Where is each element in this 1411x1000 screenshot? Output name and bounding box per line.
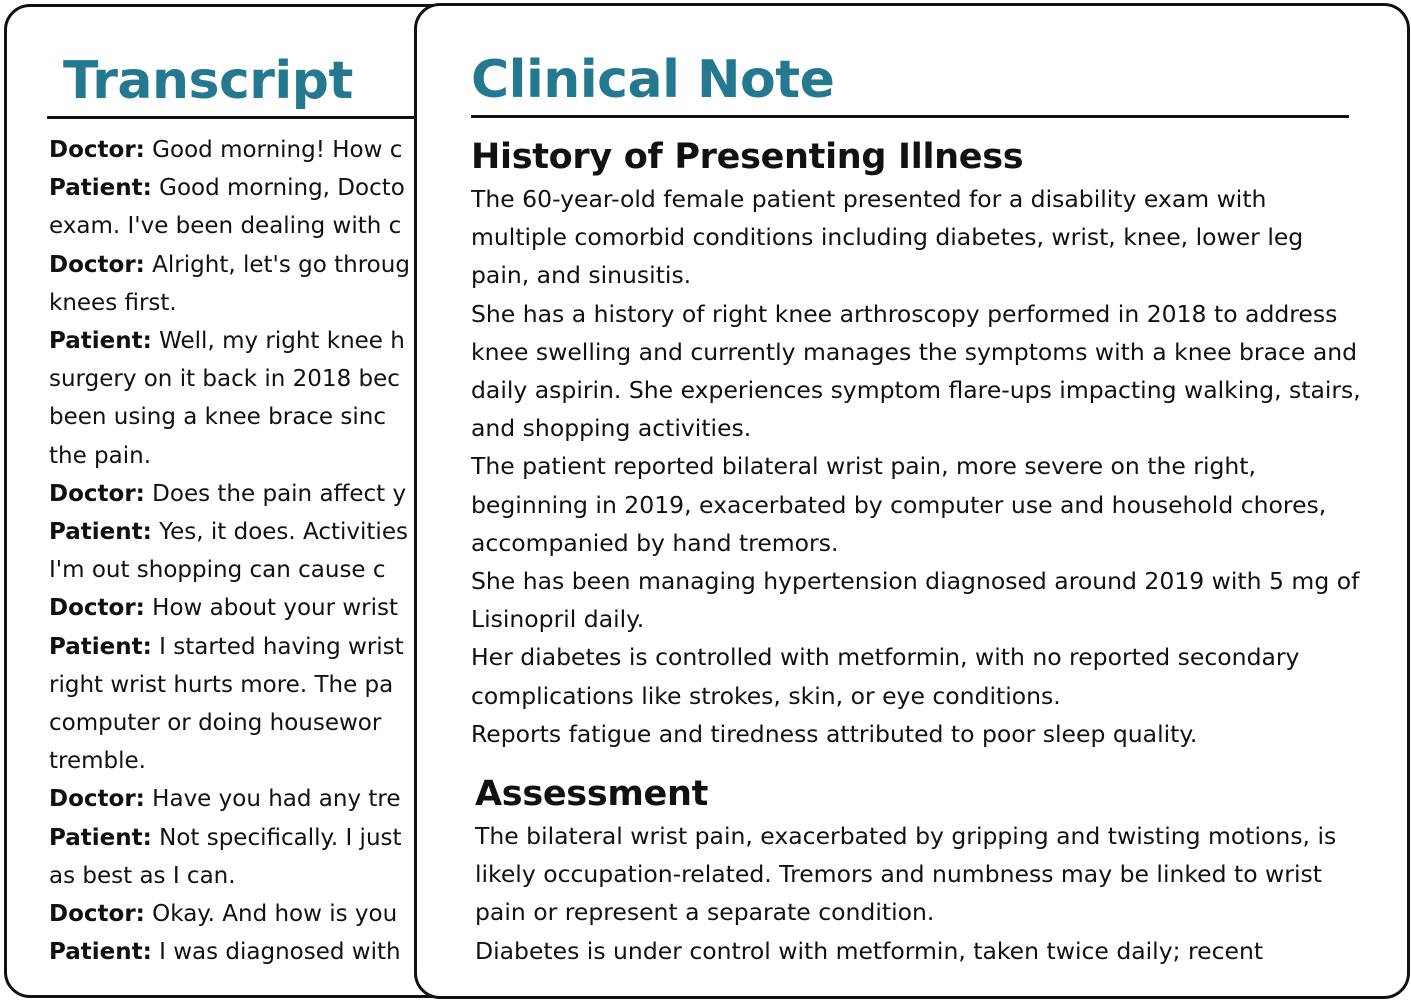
transcript-speaker: Doctor: — [49, 480, 145, 507]
hpi-paragraph: She has been managing hypertension diagnosed around 2019 with 5 mg of Lisinopril daily. — [471, 567, 1360, 634]
transcript-text: I was diagnosed with — [151, 939, 401, 966]
transcript-text: Yes, it does. Activities — [151, 519, 408, 546]
clinical-note-title-divider — [471, 115, 1349, 118]
transcript-text: as best as I can. — [49, 862, 236, 889]
hpi-body — [471, 180, 1361, 753]
transcript-text: computer or doing housewor — [49, 710, 382, 737]
transcript-speaker: Patient: — [49, 519, 152, 546]
transcript-text: Have you had any tre — [144, 786, 401, 813]
transcript-speaker: Patient: — [49, 633, 152, 660]
transcript-text: Well, my right knee h — [151, 328, 405, 355]
transcript-text: surgery on it back in 2018 bec — [49, 366, 400, 393]
transcript-speaker: Doctor: — [49, 251, 145, 278]
transcript-text: right wrist hurts more. The pa — [49, 671, 394, 698]
hpi-paragraph: Reports fatigue and tiredness attributed to poor sleep quality. — [471, 719, 1198, 748]
transcript-text: knees first. — [49, 289, 177, 316]
clinical-note-title: Clinical Note — [471, 50, 835, 110]
transcript-text: I started having wrist — [151, 633, 404, 660]
hpi-paragraph: She has a history of right knee arthroscopy performed in 2018 to address knee swelling and currently manages the symptoms with a knee brace and daily aspirin. She experiences symptom flare-ups impacting walking, stairs, and shopping activities. — [471, 299, 1361, 443]
assessment-heading: Assessment — [475, 774, 709, 814]
transcript-text: I'm out shopping can cause c — [49, 557, 386, 584]
transcript-text: Okay. And how is you — [144, 901, 398, 928]
transcript-speaker: Doctor: — [49, 786, 145, 813]
transcript-text: How about your wrist — [144, 595, 399, 622]
transcript-text: Does the pain affect y — [144, 480, 407, 507]
assessment-paragraph: The bilateral wrist pain, exacerbated by gripping and twisting motions, is likely occupation-related. Tremors and numbness may be linked to wrist pain or represent a separate condition. — [475, 822, 1337, 927]
hpi-paragraph: Her diabetes is controlled with metformin, with no reported secondary complications like strokes, skin, or eye conditions. — [471, 643, 1300, 710]
assessment-paragraph: Diabetes is under control with metformin, taken twice daily; recent — [475, 936, 1264, 965]
transcript-speaker: Patient: — [49, 824, 152, 851]
transcript-text: Good morning! How c — [144, 137, 403, 163]
transcript-speaker: Doctor: — [49, 901, 145, 928]
transcript-text: been using a knee brace sinc — [49, 404, 386, 431]
transcript-text: Good morning, Docto — [151, 175, 405, 202]
transcript-text: the pain. — [49, 442, 152, 469]
transcript-text: exam. I've been dealing with c — [49, 213, 402, 240]
transcript-text: Alright, let's go throug — [144, 251, 410, 278]
transcript-text: tremble. — [49, 748, 146, 775]
hpi-paragraph: The 60-year-old female patient presented for a disability exam with multiple comorbid conditions including diabetes, wrist, knee, lower leg pain, and sinusitis. — [471, 185, 1304, 290]
transcript-speaker: Doctor: — [49, 595, 145, 622]
transcript-speaker: Patient: — [49, 939, 152, 966]
assessment-body — [475, 817, 1365, 970]
transcript-text: Not specifically. I just — [151, 824, 402, 851]
transcript-speaker: Patient: — [49, 175, 152, 202]
hpi-heading: History of Presenting Illness — [471, 137, 1024, 177]
clinical-note-panel — [414, 3, 1410, 999]
hpi-paragraph: The patient reported bilateral wrist pain, more severe on the right, beginning in 2019, exacerbated by computer use and household chores, accompanied by hand tremors. — [471, 452, 1327, 557]
transcript-title: Transcript — [63, 51, 353, 111]
transcript-speaker: Patient: — [49, 328, 152, 355]
transcript-speaker: Doctor: — [49, 137, 145, 163]
